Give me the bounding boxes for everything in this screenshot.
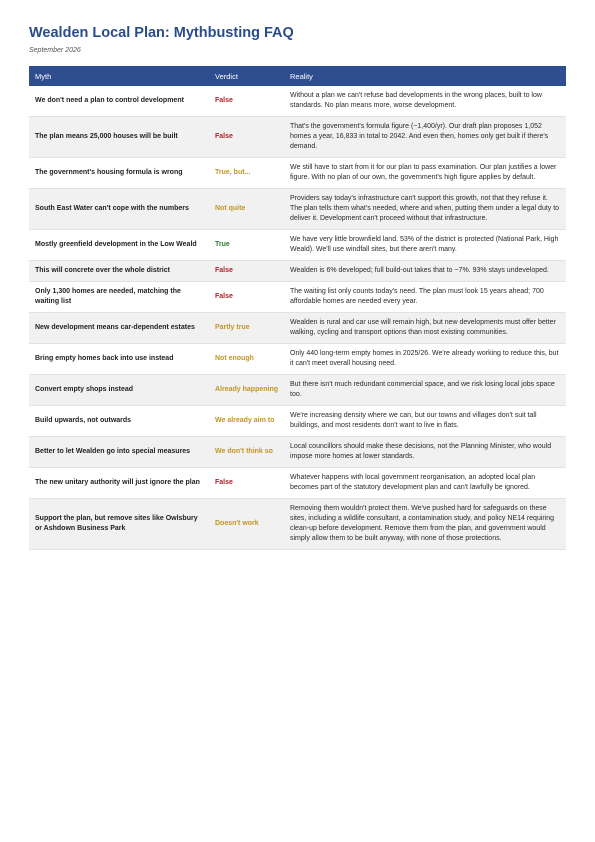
reality-cell: We're increasing density where we can, but our towns and villages don't suit tall buildings, and most residents don't want to live in flats. xyxy=(284,406,566,437)
myth-cell: Mostly greenfield development in the Low Weald xyxy=(29,230,209,261)
publication-date: September 2026 xyxy=(29,47,81,54)
verdict-cell: False xyxy=(209,117,284,158)
header-row xyxy=(29,66,566,86)
header-myth: Myth xyxy=(29,66,209,86)
verdict-cell: False xyxy=(209,282,284,313)
myth-cell: Support the plan, but remove sites like Owlsbury or Ashdown Business Park xyxy=(29,499,209,550)
verdict-cell: True xyxy=(209,230,284,261)
verdict-cell: False xyxy=(209,261,284,282)
myth-cell: This will concrete over the whole district xyxy=(29,261,209,282)
reality-cell: Providers say today's infrastructure can't support this growth, not that they refuse it. The plan tells them what's needed, where and when, putting them under a legal duty to deliver it. Development can't proceed without that infrastructure. xyxy=(284,189,566,230)
verdict-cell: Not enough xyxy=(209,344,284,375)
page-title: Wealden Local Plan: Mythbusting FAQ xyxy=(29,25,294,41)
verdict-cell: We already aim to xyxy=(209,406,284,437)
myth-cell: South East Water can't cope with the numbers xyxy=(29,189,209,230)
table-row xyxy=(29,406,566,437)
myth-cell: We don't need a plan to control development xyxy=(29,86,209,117)
myth-cell: Convert empty shops instead xyxy=(29,375,209,406)
myth-cell: The plan means 25,000 houses will be built xyxy=(29,117,209,158)
table-row xyxy=(29,282,566,313)
table-row xyxy=(29,158,566,189)
table-row xyxy=(29,375,566,406)
table-row xyxy=(29,117,566,158)
reality-cell: Only 440 long-term empty homes in 2025/26. We're already working to reduce this, but it can't meet overall housing need. xyxy=(284,344,566,375)
reality-cell: That's the government's formula figure (~1,400/yr). Our draft plan proposes 1,052 homes a year, 16,833 in total to 2042. And even then, homes only get built if there's demand. xyxy=(284,117,566,158)
reality-cell: Without a plan we can't refuse bad developments in the wrong places, built to low standards. No plan means more, worse development. xyxy=(284,86,566,117)
reality-cell: Wealden is 6% developed; full build-out takes that to ~7%. 93% stays undeveloped. xyxy=(284,261,566,282)
reality-cell: Removing them wouldn't protect them. We've pushed hard for safeguards on these sites, including a wildlife consultant, a contamination study, and policy NE14 requiring clean-up before development. Remove them from the plan, and government would simply allow them to be built anyway, with none of those protections. xyxy=(284,499,566,550)
table-row xyxy=(29,313,566,344)
table-row xyxy=(29,344,566,375)
table-row xyxy=(29,189,566,230)
reality-cell: The waiting list only counts today's need. The plan must look 15 years ahead; 700 affordable homes are needed every year. xyxy=(284,282,566,313)
verdict-cell: We don't think so xyxy=(209,437,284,468)
header-reality: Reality xyxy=(284,66,566,86)
table-body xyxy=(29,86,566,550)
verdict-cell: Partly true xyxy=(209,313,284,344)
header-verdict: Verdict xyxy=(209,66,284,86)
verdict-cell: False xyxy=(209,86,284,117)
reality-cell: Whatever happens with local government reorganisation, an adopted local plan becomes part of the statutory development plan and can't lawfully be ignored. xyxy=(284,468,566,499)
verdict-cell: Not quite xyxy=(209,189,284,230)
table-row xyxy=(29,86,566,117)
reality-cell: Wealden is rural and car use will remain high, but new developments must offer better walking, cycling and transport options than most existing communities. xyxy=(284,313,566,344)
verdict-cell: Doesn't work xyxy=(209,499,284,550)
table-row xyxy=(29,468,566,499)
table-row xyxy=(29,261,566,282)
myth-cell: The new unitary authority will just ignore the plan xyxy=(29,468,209,499)
reality-cell: Local councillors should make these decisions, not the Planning Minister, who would impose more homes at lower standards. xyxy=(284,437,566,468)
myth-cell: New development means car-dependent estates xyxy=(29,313,209,344)
myth-cell: The government's housing formula is wrong xyxy=(29,158,209,189)
reality-cell: We still have to start from it for our plan to pass examination. Our plan justifies a lower figure. With no plan of our own, the government's high figure applies by default. xyxy=(284,158,566,189)
table-row xyxy=(29,499,566,550)
verdict-cell: False xyxy=(209,468,284,499)
faq-table xyxy=(29,66,566,550)
table-header xyxy=(29,66,566,86)
myth-cell: Only 1,300 homes are needed, matching the waiting list xyxy=(29,282,209,313)
reality-cell: We have very little brownfield land. 53% of the district is protected (National Park, High Weald). We'll use windfall sites, but there aren't many. xyxy=(284,230,566,261)
myth-cell: Build upwards, not outwards xyxy=(29,406,209,437)
reality-cell: But there isn't much redundant commercial space, and we risk losing local jobs space too. xyxy=(284,375,566,406)
table-row xyxy=(29,230,566,261)
myth-cell: Bring empty homes back into use instead xyxy=(29,344,209,375)
myth-cell: Better to let Wealden go into special measures xyxy=(29,437,209,468)
verdict-cell: Already happening xyxy=(209,375,284,406)
verdict-cell: True, but... xyxy=(209,158,284,189)
table-row xyxy=(29,437,566,468)
